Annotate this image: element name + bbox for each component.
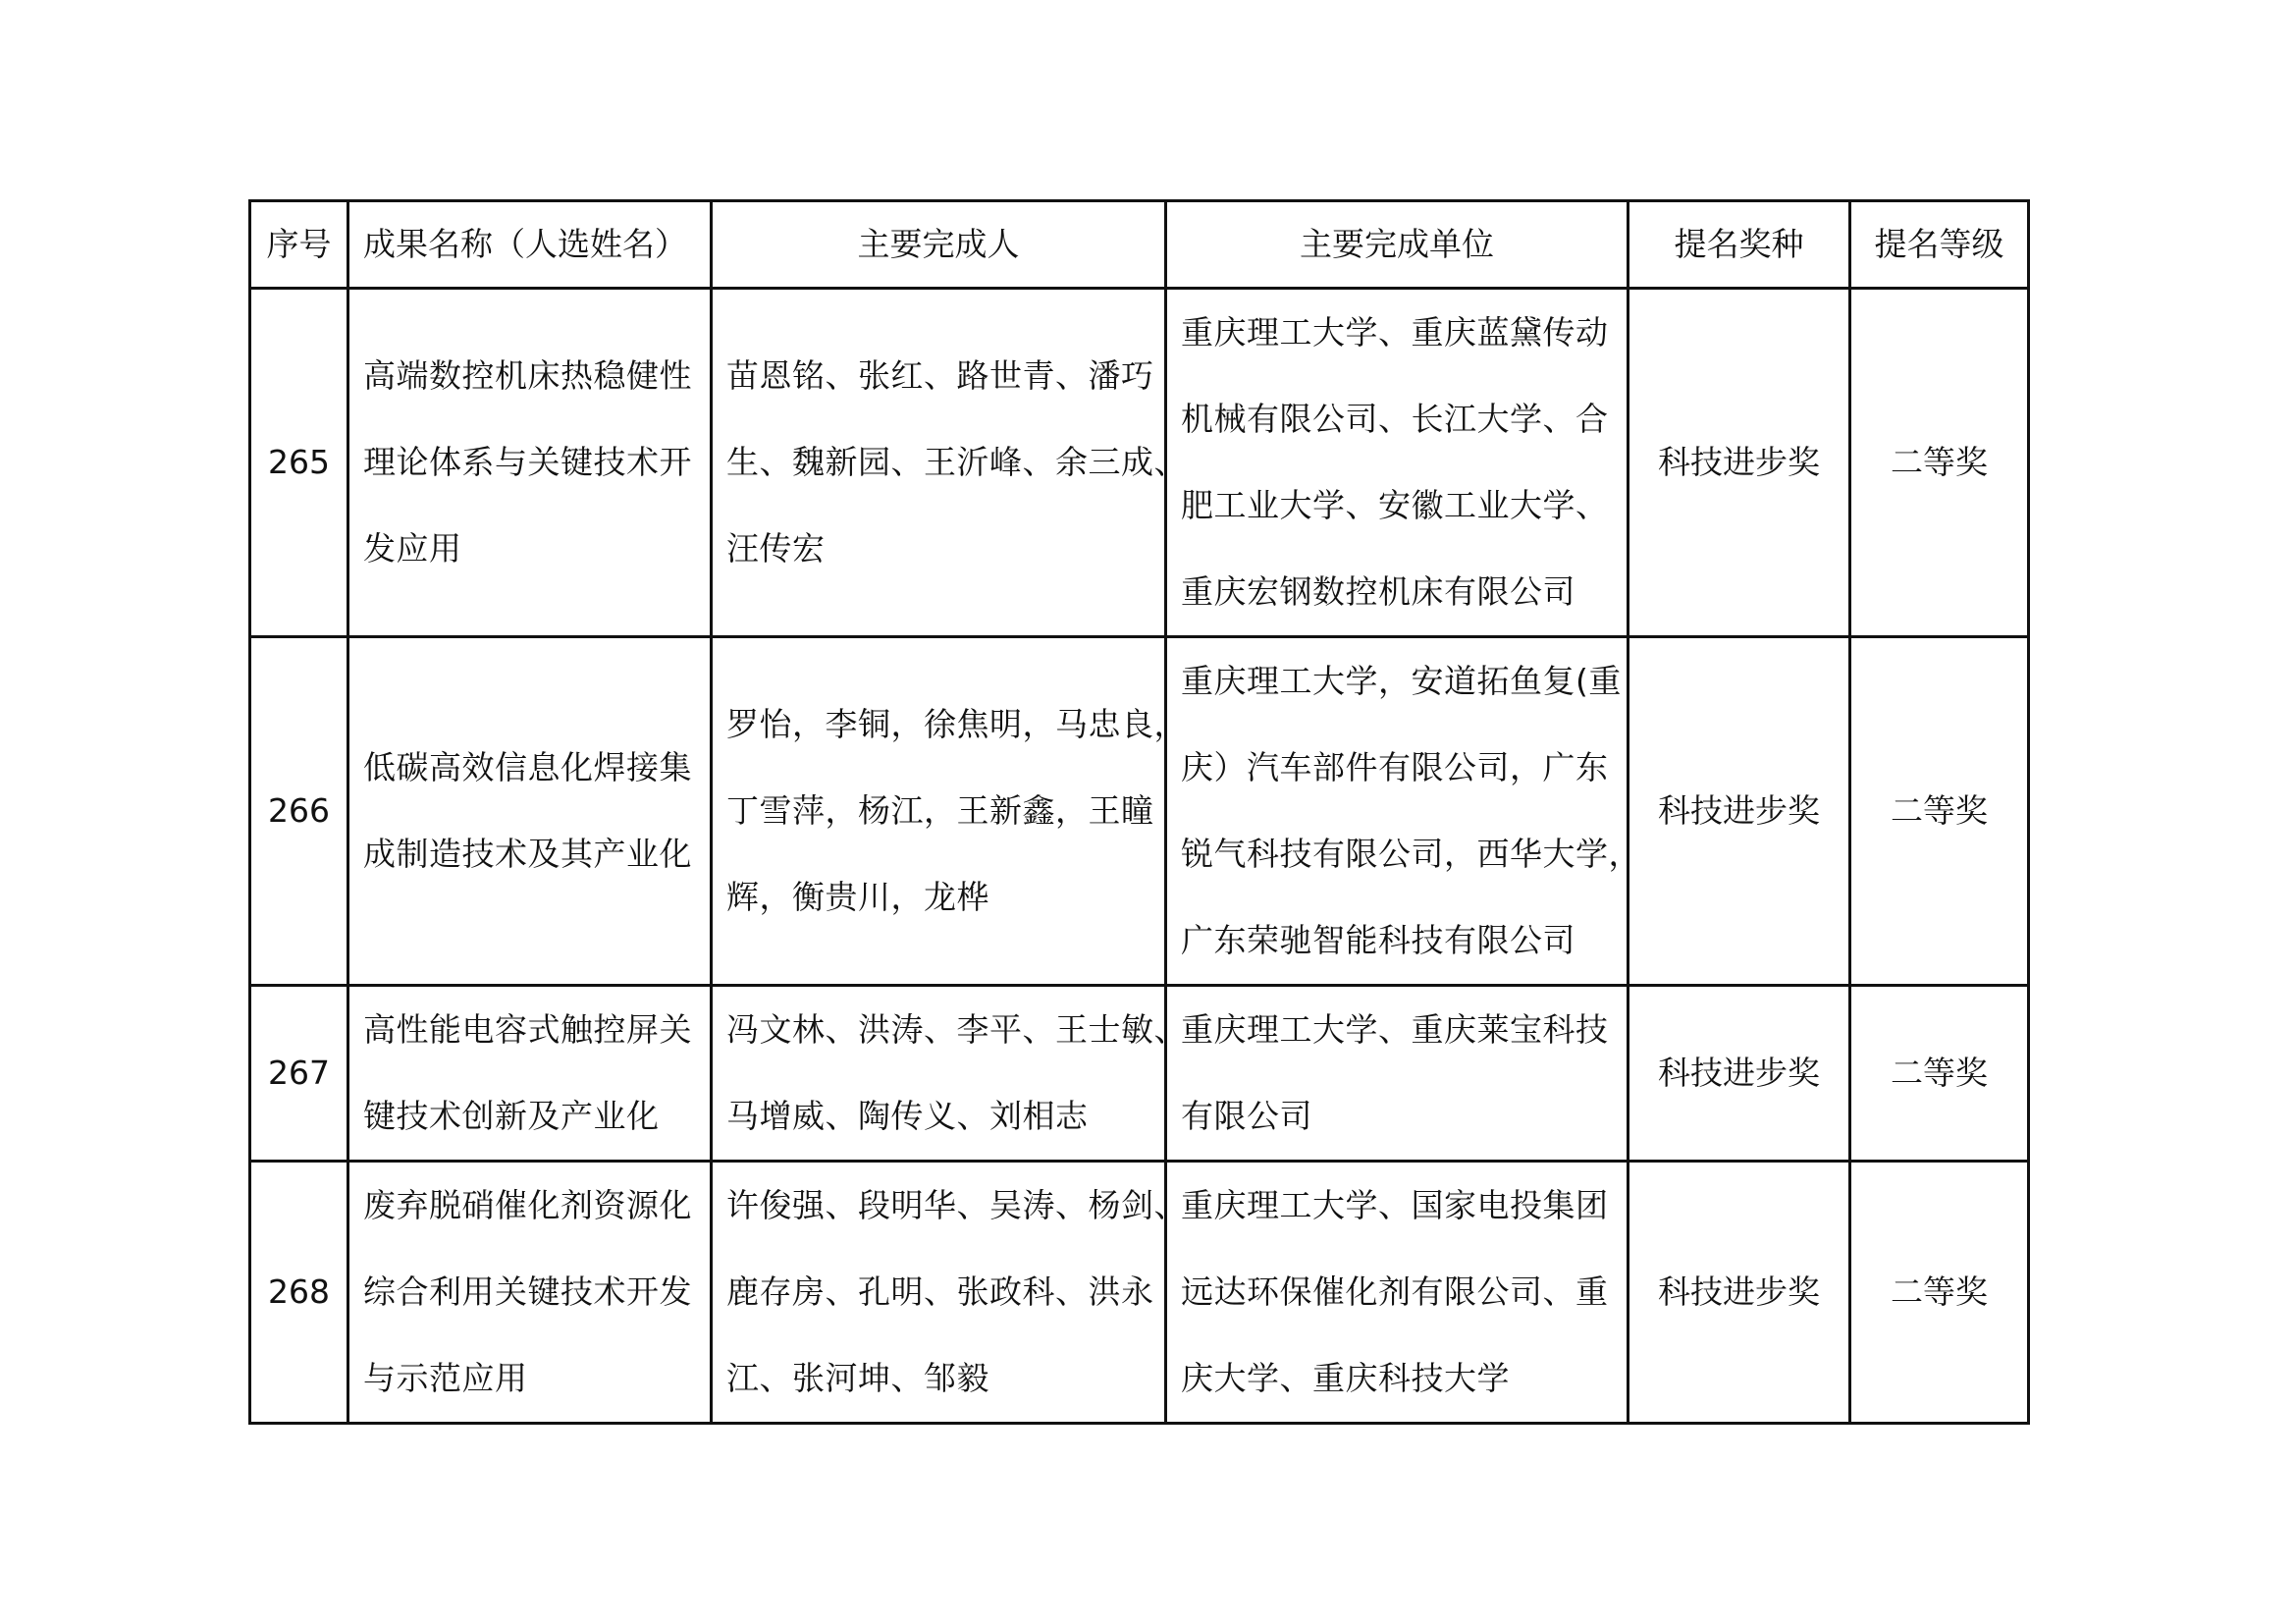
row-level: 二等奖 bbox=[1850, 1162, 2029, 1424]
row-title bbox=[348, 289, 712, 637]
row-award: 科技进步奖 bbox=[1629, 986, 1850, 1162]
row-num: 267 bbox=[250, 986, 348, 1162]
units-line: 机械有限公司、长江大学、合 bbox=[1181, 400, 1609, 438]
persons-line: 马增威、陶传义、刘相志 bbox=[726, 1097, 1089, 1135]
row-title bbox=[348, 1162, 712, 1424]
persons-line: 冯文林、洪涛、李平、王士敏、 bbox=[726, 1010, 1187, 1049]
persons-line: 生、魏新园、王沂峰、余三成、 bbox=[726, 443, 1187, 481]
persons-line: 苗恩铭、张红、路世青、潘巧 bbox=[726, 356, 1154, 395]
row-level: 二等奖 bbox=[1850, 986, 2029, 1162]
row-units bbox=[1166, 637, 1641, 986]
row-num: 265 bbox=[250, 289, 348, 637]
units-line: 广东荣驰智能科技有限公司 bbox=[1181, 921, 1575, 959]
title-line: 综合利用关键技术开发 bbox=[363, 1272, 692, 1311]
table-row bbox=[250, 1162, 2029, 1424]
title-line: 发应用 bbox=[363, 529, 462, 568]
row-award: 科技进步奖 bbox=[1629, 289, 1850, 637]
row-persons bbox=[712, 289, 1187, 637]
row-award: 科技进步奖 bbox=[1629, 1162, 1850, 1424]
row-units bbox=[1166, 289, 1629, 637]
header-num: 序号 bbox=[250, 201, 348, 289]
title-line: 低碳高效信息化焊接集 bbox=[363, 748, 692, 786]
units-line: 庆）汽车部件有限公司，广东 bbox=[1181, 748, 1609, 786]
row-num: 268 bbox=[250, 1162, 348, 1424]
units-line: 重庆理工大学，安道拓鱼复(重 bbox=[1181, 662, 1622, 700]
persons-line: 汪传宏 bbox=[726, 529, 826, 568]
table-header-row bbox=[250, 201, 2029, 289]
title-line: 理论体系与关键技术开 bbox=[363, 443, 692, 481]
units-line: 重庆宏钢数控机床有限公司 bbox=[1181, 572, 1575, 611]
header-award: 提名奖种 bbox=[1629, 201, 1850, 289]
title-line: 高端数控机床热稳健性 bbox=[363, 356, 692, 395]
units-line: 重庆理工大学、重庆蓝黛传动 bbox=[1181, 313, 1609, 352]
row-level: 二等奖 bbox=[1850, 637, 2029, 986]
title-line: 与示范应用 bbox=[363, 1359, 528, 1397]
row-units bbox=[1166, 986, 1629, 1162]
row-title bbox=[348, 986, 712, 1162]
row-units bbox=[1166, 1162, 1629, 1424]
units-line: 重庆理工大学、重庆莱宝科技 bbox=[1181, 1010, 1609, 1049]
row-persons bbox=[712, 986, 1187, 1162]
persons-line: 辉，衡贵川，龙桦 bbox=[726, 878, 989, 916]
persons-line: 丁雪萍，杨江，王新鑫，王瞳 bbox=[726, 791, 1154, 830]
persons-line: 罗怡，李铜，徐焦明，马忠良， bbox=[726, 705, 1187, 743]
persons-line: 许俊强、段明华、吴涛、杨剑、 bbox=[726, 1186, 1187, 1224]
persons-line: 鹿存房、孔明、张政科、洪永 bbox=[726, 1272, 1154, 1311]
units-line: 锐气科技有限公司，西华大学， bbox=[1181, 835, 1641, 873]
units-line: 肥工业大学、安徽工业大学、 bbox=[1181, 486, 1609, 524]
row-level: 二等奖 bbox=[1850, 289, 2029, 637]
header-title: 成果名称（人选姓名） bbox=[348, 201, 712, 289]
header-units: 主要完成单位 bbox=[1166, 201, 1629, 289]
table-row bbox=[250, 986, 2029, 1162]
row-persons bbox=[712, 1162, 1187, 1424]
units-line: 有限公司 bbox=[1181, 1097, 1312, 1135]
row-title bbox=[348, 637, 712, 986]
units-line: 庆大学、重庆科技大学 bbox=[1181, 1359, 1510, 1397]
row-award: 科技进步奖 bbox=[1629, 637, 1850, 986]
title-line: 键技术创新及产业化 bbox=[363, 1097, 660, 1135]
awards-table bbox=[248, 199, 2030, 1425]
header-level: 提名等级 bbox=[1850, 201, 2029, 289]
title-line: 高性能电容式触控屏关 bbox=[363, 1010, 692, 1049]
header-persons: 主要完成人 bbox=[712, 201, 1166, 289]
title-line: 成制造技术及其产业化 bbox=[363, 835, 692, 873]
row-persons bbox=[712, 637, 1187, 986]
table-row bbox=[250, 289, 2029, 637]
units-line: 远达环保催化剂有限公司、重 bbox=[1181, 1272, 1609, 1311]
persons-line: 江、张河坤、邹毅 bbox=[726, 1359, 989, 1397]
table-row bbox=[250, 637, 2029, 986]
row-num: 266 bbox=[250, 637, 348, 986]
units-line: 重庆理工大学、国家电投集团 bbox=[1181, 1186, 1609, 1224]
title-line: 废弃脱硝催化剂资源化 bbox=[363, 1186, 692, 1224]
